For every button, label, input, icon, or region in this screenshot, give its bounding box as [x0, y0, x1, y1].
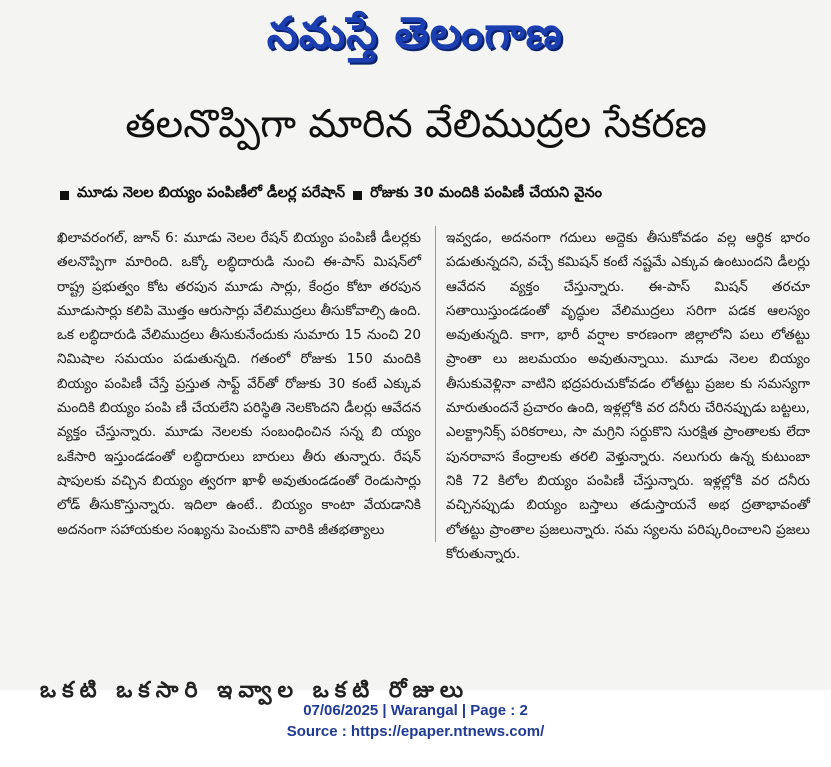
- article-headline: తలనొప్పిగా మారిన వేలిముద్రల సేకరణ: [125, 102, 707, 147]
- subhead-2: రోజుకు 30 మందికి పంపిణీ చేయని వైనం: [370, 185, 603, 201]
- page-footer: [0, 700, 831, 742]
- bullet-icon: [60, 191, 69, 200]
- article-column-left: ఖిలావరంగల్, జూన్ 6: మూడు నెలల రేషన్ బియ్యం పంపిణీ డీలర్లకు తలనొప్పిగా మారింది. ఒక్కో లబ్ధిదారుడి నుంచి ఈ-పాస్ మిషన్‌లో రాష్ట్ర ప్రభుత్వం కోట తరపున మూడు సార్లు, కేంద్రం కోటా తరపున మూడుసార్లు కలిపి మొత్తం ఆరుసార్లు వేలిముద్రలు తీసుకోవాల్సి ఉంది. ఒక లబ్ధిదారుడి వేలిముద్రలు తీసుకునేందుకు సుమారు 15 నుంచి 20 నిమిషాల సమయం పడుతున్నది. గతంలో రోజుకు 150 మందికి బియ్యం పంపిణీ చేస్తే ప్రస్తుత సాఫ్ట్ వేర్‌తో రోజుకు 30 కంటే ఎక్కువ మందికి బియ్యం పంపి ణీ చేయలేని పరిస్థితి నెలకొందని డీలర్లు ఆవేదన వ్యక్తం చేస్తున్నారు. మూడు నెలలకు సంబంధించిన సన్న బి య్యం ఒకేసారి ఇస్తుండడంతో లబ్ధిదారులు బారులు తీరు తున్నారు. రేషన్ షాపులకు వచ్చిన బియ్యం త్వరగా ఖాళీ అవుతుండడంతో రెండుసార్లు లోడ్ తీసుకొస్తున్నారు. ఇదిలా ఉంటే.. బియ్యం కాంటా వేయడానికి అదనంగా సహాయకుల సంఖ్యను పెంచుకొని వారికి జీతభత్యాలు: [57, 226, 436, 542]
- newspaper-masthead-logo: నమస్తే తెలంగాణ: [266, 8, 564, 59]
- article-column-right: ఇవ్వడం, అదనంగా గదులు అద్దెకు తీసుకోవడం వల్ల ఆర్థిక భారం పడుతున్నదని, వచ్చే కమిషన్ కంటే నష్టమే ఎక్కువ ఉంటుందని డీలర్లు ఆవేదన వ్యక్తం చేస్తున్నారు. ఈ-పాస్ మిషన్ తరచూ సతాయిస్తుండడంతో వృద్ధుల వేలిముద్రలు సరిగా పడక ఆలస్యం అవుతున్నది. కాగా, భారీ వర్షాల కారణంగా జిల్లాలోని పలు లోతట్టు ప్రాంతా లు జలమయం అవుతున్నాయి. మూడు నెలల బియ్యం తీసుకువెళ్లినా వాటిని భద్రపరుచుకోవడం లోతట్టు ప్రజల కు సమస్యగా మారుతుందనే ప్రచారం ఉంది, ఇళ్లల్లోకి వర దనీరు చేరినప్పుడు బట్టలు, ఎలక్ట్రానిక్స్ పరికరాలు, సా మగ్రిని సర్దుకొని సురక్షిత ప్రాంతాలకు లేదా పునరావాస కేంద్రాలకు తరలి వెళ్తున్నారు. నలుగురు ఉన్న కుటుంబా నికి 72 కిలోల బియ్యం పంపిణీ చేస్తున్నారు. ఇళ్లల్లోకి వర దనీరు వచ్చినప్పుడు బియ్యం బస్తాలు తడుస్తాయనే అభ ద్రతాభావంతో లోతట్టు ప్రాంతాల ప్రజలున్నారు. సమ స్యలను పరిష్కరించాలని ప్రజలు కోరుతున్నారు.: [446, 230, 810, 562]
- bullet-icon: [353, 191, 362, 200]
- subhead-1: మూడు నెలల బియ్యం పంపిణీలో డీలర్ల పరేషాన్: [77, 185, 346, 201]
- edition-info: 07/06/2025 | Warangal | Page : 2: [303, 702, 528, 719]
- article-subheads: [60, 185, 820, 205]
- source-link[interactable]: Source : https://epaper.ntnews.com/: [286, 723, 545, 740]
- next-article-cutoff-text: ఒకటి ఒకసారి ఇవ్వాల ఒకటి రోజులు: [40, 678, 470, 703]
